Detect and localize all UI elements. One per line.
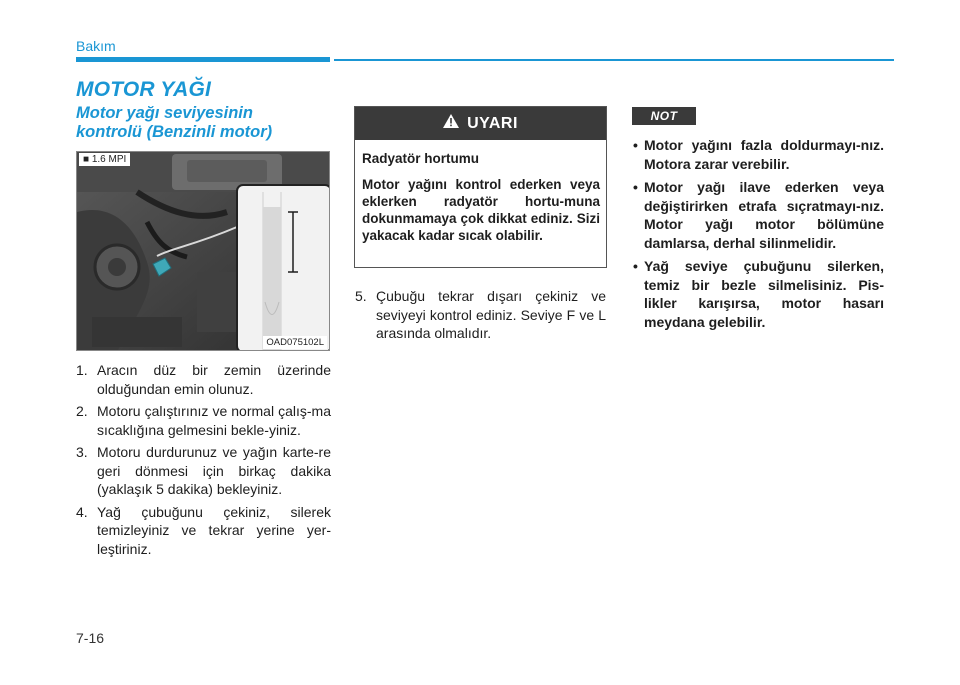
- steps-list-mid: [355, 287, 606, 347]
- note-text: Yağ seviye çubuğunu silerken, temiz bir bezle silmelisiniz. Pis-likler karışırsa, motor hasarı meydana gelebilir.: [644, 258, 884, 330]
- warning-text: Motor yağını kontrol ederken veya eklerken radyatör hortu-muna dokunmamaya çok dikkat ediniz. Sizi yakacak kadar sıcak olabilir.: [362, 177, 600, 243]
- step-number: 3.: [76, 444, 88, 460]
- step-number: 1.: [76, 362, 88, 378]
- step-number: 5.: [355, 288, 367, 304]
- list-item: [633, 178, 884, 252]
- engine-dipstick-figure: [76, 151, 330, 351]
- warning-subtitle: Radyatör hortumu: [362, 151, 480, 166]
- warning-triangle-icon: [443, 114, 459, 133]
- step-text: Aracın düz bir zemin üzerinde olduğundan emin olunuz.: [97, 362, 331, 397]
- subtitle-line-2: kontrolü (Benzinli motor): [76, 123, 273, 141]
- warning-header-label: UYARI: [467, 114, 518, 132]
- subtitle-line-1: Motor yağı seviyesinin: [76, 104, 253, 122]
- bullet-icon: •: [633, 137, 638, 153]
- figure-code: OAD075102L: [263, 336, 327, 349]
- list-item: [76, 443, 331, 499]
- step-number: 2.: [76, 403, 88, 419]
- list-item: [76, 402, 331, 439]
- bullet-icon: •: [633, 179, 638, 195]
- note-list: [633, 136, 884, 336]
- step-text: Çubuğu tekrar dışarı çekiniz ve seviyeyi kontrol ediniz. Seviye F ve L arasında olmalıdır.: [376, 288, 606, 341]
- step-text: Yağ çubuğunu çekiniz, silerek temizleyiniz ve tekrar yerine yer-leştiriniz.: [97, 503, 331, 557]
- step-number: 4.: [76, 503, 88, 520]
- step-text: Motoru çalıştırınız ve normal çalış-ma sıcaklığına gelmesini bekle-yiniz.: [97, 403, 331, 438]
- steps-list-left: [76, 361, 331, 562]
- section-subtitle: [76, 104, 336, 142]
- section-label: Bakım: [76, 38, 116, 54]
- note-text: Motor yağını fazla doldurmayı-nız. Motora zarar verebilir.: [644, 137, 884, 172]
- list-item: [76, 503, 331, 559]
- header-rule-thick: [76, 57, 330, 62]
- list-item: [76, 361, 331, 398]
- warning-body: [355, 140, 606, 244]
- page-number: 7-16: [76, 630, 105, 646]
- bullet-icon: •: [633, 258, 638, 274]
- note-badge: NOT: [632, 107, 696, 125]
- list-item: [633, 136, 884, 173]
- step-text: Motoru durdurunuz ve yağın karte-re geri dönmesi için birkaç dakika (yaklaşık 5 dakika) bekleyiniz.: [97, 444, 331, 497]
- note-text: Motor yağı ilave ederken veya değiştirirken etrafa sıçratmayı-nız. Motor yağı motor bölümüne damlarsa, derhal silinmelidir.: [644, 179, 884, 251]
- engine-bay-illustration: [77, 152, 330, 351]
- header-rule-thin: [334, 59, 894, 61]
- warning-box: [354, 106, 607, 268]
- page-title: MOTOR YAĞI: [76, 78, 212, 101]
- warning-header: [355, 107, 606, 140]
- figure-engine-tag: ■ 1.6 MPI: [79, 153, 130, 166]
- list-item: [633, 257, 884, 331]
- list-item: [355, 287, 606, 343]
